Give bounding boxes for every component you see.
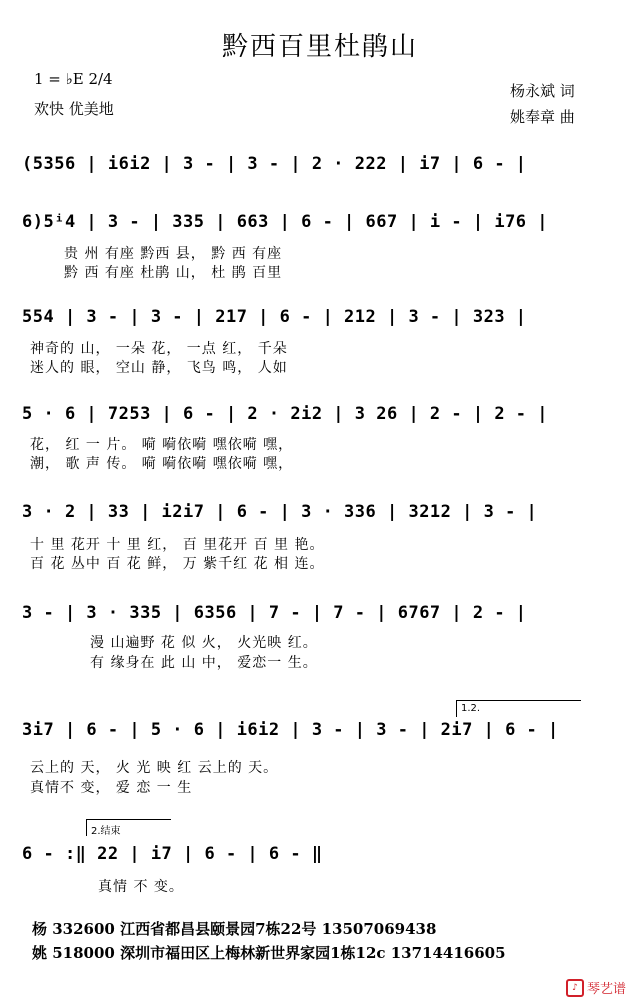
- volta-second-label: 2.结束: [91, 826, 121, 837]
- volta-first-ending: [456, 700, 581, 717]
- lyric-row-6-verse-2: 有 缘身在 此 山 中， 爱恋一 生。: [90, 655, 318, 671]
- notation-row-2: 6)5ⁱ4 | 3 - | 335 | 663 | 6 - | 667 | i - | i76 |: [22, 212, 549, 232]
- notation-row-6: 3 - | 3 · 335 | 6356 | 7 - | 7 - | 6767 | 2 - |: [22, 603, 527, 623]
- composer-credit: 姚奉章 曲: [510, 108, 575, 126]
- volta-second-ending: [86, 819, 171, 836]
- key-signature: 1 = ♭E 2/4: [34, 70, 113, 88]
- address-lyricist: 杨 332600 江西省都昌县颐景园7栋22号 13507069438: [32, 920, 437, 938]
- watermark-logo: [566, 978, 626, 997]
- lyric-row-7-verse-1: 云上的 天， 火 光 映 红 云上的 天。: [30, 760, 279, 776]
- lyric-row-7-verse-2: 真情不 变， 爱 恋 一 生: [30, 780, 193, 796]
- lyric-row-4-verse-2: 潮， 歌 声 传。 嗬 嗬依嗬 嘿依嗬 嘿，: [30, 456, 294, 472]
- lyric-row-5-verse-1: 十 里 花开 十 里 红， 百 里花开 百 里 艳。: [30, 537, 325, 553]
- notation-row-4: 5 · 6 | 7253 | 6 - | 2 · 2i2 | 3 26 | 2 - | 2 - |: [22, 404, 549, 424]
- notation-row-1: (5356 | i6i2 | 3 - | 3 - | 2 · 222 | i7 | 6 - |: [22, 154, 527, 174]
- lyric-row-2-verse-2: 黔 西 有座 杜鹃 山， 杜 鹃 百里: [64, 265, 283, 281]
- lyric-row-4-verse-1: 花， 红 一 片。 嗬 嗬依嗬 嘿依嗬 嘿，: [30, 437, 294, 453]
- notation-row-8: 6 - :‖ 22 | i7 | 6 - | 6 - ‖: [22, 844, 323, 864]
- song-title: 黔西百里杜鹃山: [221, 32, 418, 62]
- tempo-marking: 欢快 优美地: [34, 100, 114, 118]
- watermark-text: 琴艺谱: [586, 982, 626, 997]
- lyric-row-3-verse-1: 神奇的 山， 一朵 花， 一点 红， 千朵: [30, 341, 288, 357]
- volta-first-label: 1.2.: [461, 703, 481, 714]
- notation-row-3: 554 | 3 - | 3 - | 217 | 6 - | 212 | 3 - | 323 |: [22, 307, 527, 327]
- lyric-row-5-verse-2: 百 花 丛中 百 花 鲜， 万 紫千红 花 相 连。: [30, 556, 325, 572]
- notation-row-5: 3 · 2 | 33 | i2i7 | 6 - | 3 · 336 | 3212 | 3 - |: [22, 502, 538, 522]
- lyric-row-3-verse-2: 迷人的 眼， 空山 静， 飞鸟 鸣， 人如: [30, 360, 288, 376]
- music-logo-icon: ♪: [566, 979, 584, 997]
- lyricist-credit: 杨永斌 词: [510, 82, 575, 100]
- lyric-row-8-verse-1: 真情 不 变。: [98, 879, 184, 895]
- lyric-row-6-verse-1: 漫 山遍野 花 似 火， 火光映 红。: [90, 635, 318, 651]
- lyric-row-2-verse-1: 贵 州 有座 黔西 县， 黔 西 有座: [64, 246, 283, 262]
- notation-row-7: 3i7 | 6 - | 5 · 6 | i6i2 | 3 - | 3 - | 2i7 | 6 - |: [22, 720, 559, 740]
- address-composer: 姚 518000 深圳市福田区上梅林新世界家园1栋12c 13714416605: [32, 944, 506, 962]
